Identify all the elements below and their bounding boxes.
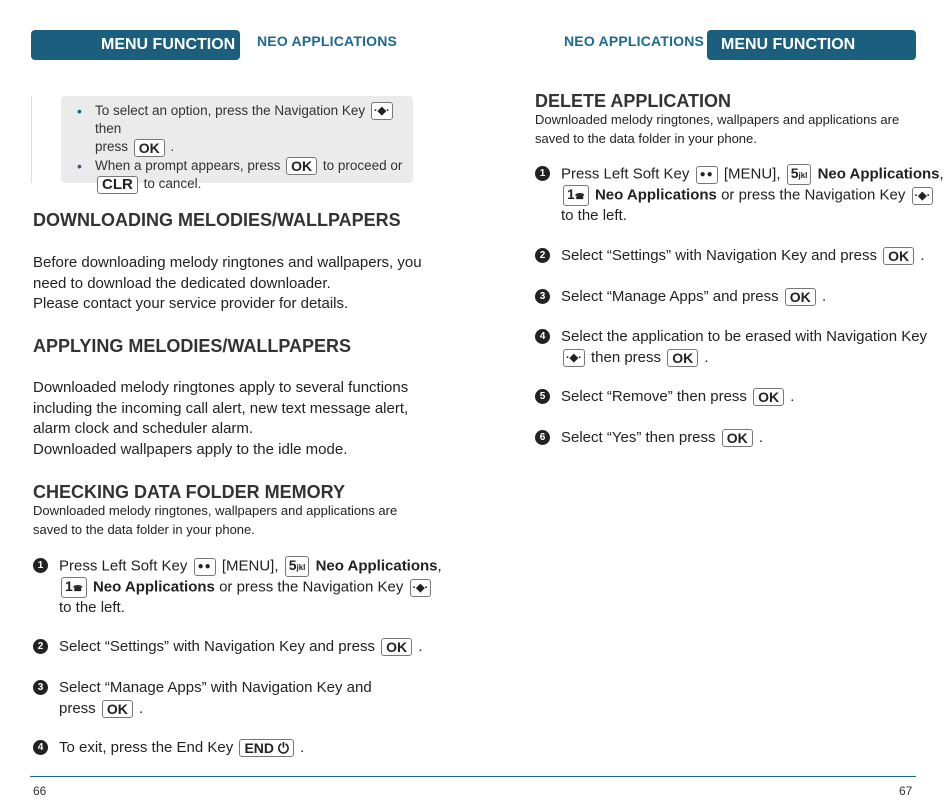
step-3: 3 Select “Manage Apps” with Navigation Key and press OK . xyxy=(33,678,372,719)
ok-key-icon: OK xyxy=(381,638,412,656)
step-1: 1 Press Left Soft Key ●● [MENU], 5jkl Neo Applications, 1☎ Neo Applications or press the Navigation Key ·◆· to the left. xyxy=(535,164,950,227)
step-5: 5 Select “Remove” then press OK . xyxy=(535,387,794,408)
step-2: 2 Select “Settings” with Navigation Key and press OK . xyxy=(535,246,925,267)
checking-body: Downloaded melody ringtones, wallpapers and applications are saved to the data folder in your phone. xyxy=(33,503,398,537)
left-soft-key-icon: ●● xyxy=(696,166,718,184)
step-1: 1 Press Left Soft Key ●● [MENU], 5jkl Neo Applications, 1☎ Neo Applications or press the Navigation Key ·◆· to the left. xyxy=(33,556,449,619)
end-key-icon: END ⏻ xyxy=(239,739,294,757)
downloading-title: DOWNLOADING MELODIES/WALLPAPERS xyxy=(33,210,401,230)
key-1-icon: 1☎ xyxy=(563,185,589,206)
page-number-right: 67 xyxy=(899,784,913,798)
step-4: 4 To exit, press the End Key END ⏻ . xyxy=(33,738,304,759)
key-1-icon: 1☎ xyxy=(61,577,87,598)
neo-applications-subheader-left: NEO APPLICATIONS xyxy=(257,33,398,49)
tip-item: • When a prompt appears, press OK to proceed or CLR to cancel. xyxy=(87,157,403,194)
step-6: 6 Select “Yes” then press OK . xyxy=(535,428,763,449)
downloading-body: Before downloading melody ringtones and wallpapers, you need to download the dedicated downloader. Please contact your service provider for details. xyxy=(33,254,422,312)
applying-title: APPLYING MELODIES/WALLPAPERS xyxy=(33,336,352,356)
ok-key-icon: OK xyxy=(134,139,165,157)
navigation-key-icon: ·◆· xyxy=(912,187,934,205)
ok-key-icon: OK xyxy=(785,288,816,306)
clr-key-icon: CLR xyxy=(97,176,138,194)
menu-function-header-left: MENU FUNCTION xyxy=(31,30,240,60)
menu-function-header-right: MENU FUNCTION xyxy=(707,30,916,60)
navigation-key-icon: ·◆· xyxy=(410,579,432,597)
checking-title: CHECKING DATA FOLDER MEMORY xyxy=(33,482,345,502)
navigation-key-icon: ·◆· xyxy=(563,349,585,367)
footer-divider xyxy=(30,776,916,777)
step-4: 4 Select the application to be erased with Navigation Key ·◆· then press OK . xyxy=(535,327,927,368)
key-5-icon: 5jkl xyxy=(787,164,812,185)
ok-key-icon: OK xyxy=(102,700,133,718)
delete-application-title: DELETE APPLICATION xyxy=(535,91,732,111)
delete-application-body: Downloaded melody ringtones, wallpapers and applications are saved to the data folder in your phone. xyxy=(535,112,900,146)
ok-key-icon: OK xyxy=(286,157,317,175)
ok-key-icon: OK xyxy=(722,429,753,447)
tip-item: • To select an option, press the Navigation Key ·◆· then press OK . xyxy=(87,102,403,157)
tip-box xyxy=(61,96,413,193)
key-5-icon: 5jkl xyxy=(285,556,310,577)
step-2: 2 Select “Settings” with Navigation Key and press OK . xyxy=(33,637,423,658)
page-number-left: 66 xyxy=(33,784,47,798)
applying-body: Downloaded melody ringtones apply to several functions including the incoming call alert, new text message alert, alarm clock and scheduler alarm. Downloaded wallpapers apply to the idle mode. xyxy=(33,379,409,458)
navigation-key-icon: ·◆· xyxy=(371,102,393,120)
ok-key-icon: OK xyxy=(883,247,914,265)
ok-key-icon: OK xyxy=(753,388,784,406)
step-3: 3 Select “Manage Apps” and press OK . xyxy=(535,287,826,308)
ok-key-icon: OK xyxy=(667,349,698,367)
left-soft-key-icon: ●● xyxy=(194,558,216,576)
neo-applications-subheader-right: NEO APPLICATIONS xyxy=(564,33,705,49)
